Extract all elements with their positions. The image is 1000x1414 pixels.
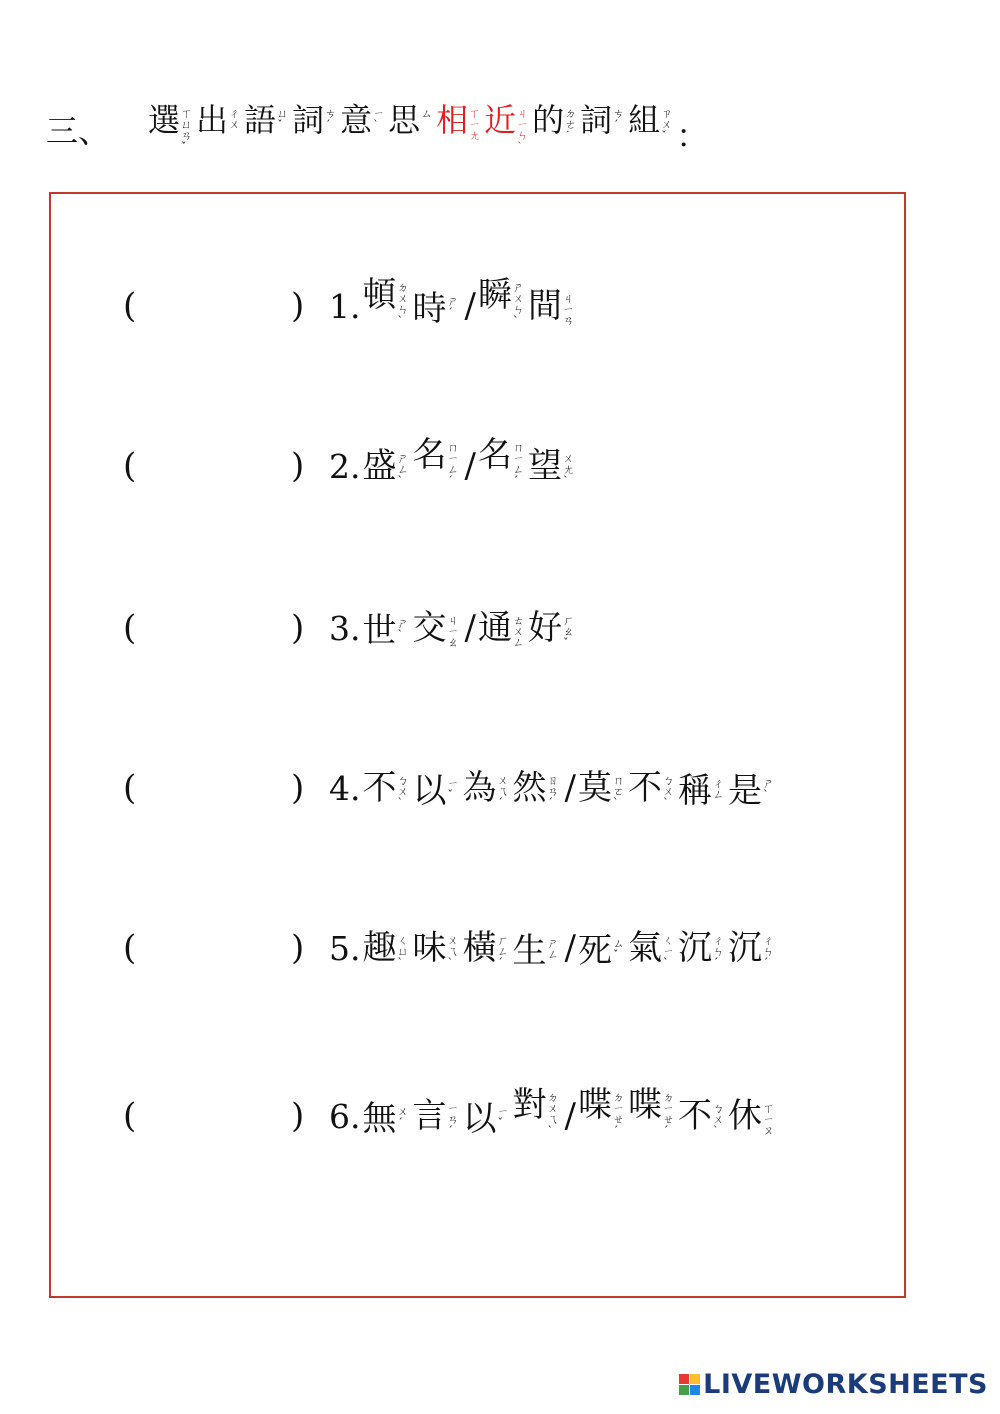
zhuyin: ㄕ ㄥ bbox=[547, 937, 559, 961]
hanzi: 世 bbox=[362, 611, 397, 651]
hanzi: 近 bbox=[484, 101, 517, 139]
question-row bbox=[123, 608, 578, 651]
question-number: 2. bbox=[329, 447, 361, 486]
title-colon: ： bbox=[676, 117, 709, 155]
word-b-char bbox=[727, 1096, 778, 1137]
hanzi: 出 bbox=[196, 101, 229, 139]
hanzi: 好 bbox=[527, 608, 562, 648]
question-number: 1. bbox=[329, 287, 361, 326]
zhuyin: ㄐ ㄧ ㄠ bbox=[447, 614, 459, 649]
zhuyin: ㄕ ㄨ ㄣ ˋ bbox=[512, 281, 524, 327]
zhuyin: ㄖ ㄢ ˊ bbox=[547, 774, 559, 809]
section-number: 三、 bbox=[46, 112, 111, 150]
hanzi: 頓 bbox=[362, 275, 397, 315]
slash-separator: / bbox=[564, 1096, 576, 1136]
zhuyin: ㄨ ㄟ ˋ bbox=[447, 934, 459, 969]
question-number: 4. bbox=[329, 769, 361, 808]
hanzi: 以 bbox=[462, 1099, 497, 1139]
title-text bbox=[148, 101, 676, 153]
question-row bbox=[123, 435, 578, 487]
title-char bbox=[148, 101, 196, 153]
hanzi: 通 bbox=[477, 608, 512, 648]
zhuyin: ㄨ ㄟ ˊ bbox=[497, 774, 509, 809]
slash-separator: / bbox=[564, 928, 576, 968]
word-a-char bbox=[412, 928, 463, 969]
title-char bbox=[580, 101, 628, 152]
zhuyin: ㄇ ㄛ ˋ bbox=[612, 774, 624, 809]
hanzi: 名 bbox=[412, 435, 447, 475]
hanzi: 休 bbox=[727, 1096, 762, 1136]
zhuyin: ㄊ ㄨ ㄥ bbox=[512, 614, 524, 649]
hanzi: 沉 bbox=[727, 928, 762, 968]
word-a-char bbox=[462, 768, 513, 809]
word-b-char bbox=[627, 1085, 678, 1137]
close-paren: ) bbox=[291, 768, 305, 808]
word-a-char bbox=[362, 275, 413, 327]
zhuyin: ㄕ ˋ bbox=[397, 617, 409, 641]
hanzi: 相 bbox=[436, 101, 469, 139]
zhuyin: ㄒ ㄧ ㄤ bbox=[469, 107, 481, 142]
hanzi: 沉 bbox=[677, 928, 712, 968]
question-row bbox=[123, 1085, 778, 1139]
hanzi: 橫 bbox=[462, 928, 497, 968]
hanzi: 然 bbox=[512, 768, 547, 808]
question-number: 6. bbox=[329, 1097, 361, 1136]
hanzi: 組 bbox=[628, 101, 661, 139]
hanzi: 為 bbox=[462, 768, 497, 808]
word-a-char bbox=[412, 771, 463, 811]
hanzi: 以 bbox=[412, 771, 447, 811]
zhuyin: ㄙ ˇ bbox=[612, 937, 624, 961]
title-char bbox=[628, 101, 676, 152]
title-char bbox=[292, 101, 340, 152]
open-paren: ( bbox=[123, 446, 137, 486]
zhuyin: ㄔ ㄥ bbox=[712, 777, 724, 801]
hanzi: 不 bbox=[627, 768, 662, 808]
hanzi: 詞 bbox=[292, 101, 325, 139]
logo-square bbox=[679, 1374, 689, 1384]
logo-square bbox=[690, 1385, 700, 1395]
zhuyin: ㄒ ㄧ ㄡ bbox=[762, 1102, 774, 1137]
close-paren: ) bbox=[291, 1096, 305, 1136]
question-box bbox=[49, 192, 906, 1298]
close-paren: ) bbox=[291, 446, 305, 486]
hanzi: 是 bbox=[727, 771, 762, 811]
liveworksheets-logo bbox=[679, 1369, 988, 1400]
hanzi: 趣 bbox=[362, 928, 397, 968]
question-number: 5. bbox=[329, 929, 361, 968]
question-row bbox=[123, 275, 578, 329]
zhuyin: ㄉ ㄨ ㄟ ˋ bbox=[547, 1091, 559, 1137]
word-a-char bbox=[362, 768, 413, 809]
word-b-char bbox=[627, 928, 678, 969]
word-b-char bbox=[727, 928, 778, 969]
word-b-char bbox=[577, 931, 628, 971]
word-a-char bbox=[512, 931, 563, 971]
close-paren: ) bbox=[291, 928, 305, 968]
zhuyin: ㄘ ˊ bbox=[613, 107, 625, 131]
zhuyin: ㄕ ㄥ ˋ bbox=[397, 452, 409, 487]
zhuyin: ㄕ ˊ bbox=[447, 295, 459, 319]
zhuyin: ㄧ ˇ bbox=[447, 777, 459, 801]
hanzi: 詞 bbox=[580, 101, 613, 139]
zhuyin: ㄐ ㄧ ㄣ ˋ bbox=[517, 107, 529, 153]
word-a-char bbox=[512, 768, 563, 809]
word-a-char bbox=[362, 446, 413, 487]
word-b-char bbox=[577, 1085, 628, 1137]
word-b-char bbox=[477, 608, 528, 649]
section-title bbox=[46, 101, 709, 155]
zhuyin: ㄙ bbox=[421, 107, 433, 120]
zhuyin: ㄅ ㄨ ˋ bbox=[397, 774, 409, 809]
title-char bbox=[436, 101, 484, 152]
open-paren: ( bbox=[123, 1096, 137, 1136]
zhuyin: ㄘ ˊ bbox=[325, 107, 337, 131]
slash-separator: / bbox=[464, 286, 476, 326]
hanzi: 瞬 bbox=[477, 275, 512, 315]
title-char bbox=[244, 101, 292, 152]
hanzi: 思 bbox=[388, 101, 421, 139]
word-a-char bbox=[412, 608, 463, 649]
zhuyin: ㄉ ㄨ ㄣ ˋ bbox=[397, 281, 409, 327]
hanzi: 對 bbox=[512, 1085, 547, 1125]
title-char bbox=[484, 101, 532, 153]
logo-square bbox=[679, 1385, 689, 1395]
hanzi: 無 bbox=[362, 1099, 397, 1139]
question-row bbox=[123, 768, 778, 811]
hanzi: 莫 bbox=[577, 768, 612, 808]
title-char bbox=[388, 101, 436, 152]
word-a-char bbox=[462, 1099, 513, 1139]
word-a-char bbox=[362, 1099, 413, 1139]
word-a-char bbox=[362, 611, 413, 651]
zhuyin: ㄇ ㄧ ㄥ ˊ bbox=[447, 441, 459, 487]
hanzi: 死 bbox=[577, 931, 612, 971]
word-a-char bbox=[462, 928, 513, 969]
open-paren: ( bbox=[123, 928, 137, 968]
zhuyin: ㄒ ㄩ ㄢ ˇ bbox=[181, 107, 193, 153]
title-char bbox=[532, 101, 580, 152]
word-b-char bbox=[677, 1096, 728, 1137]
zhuyin: ㄏ ㄥ ˊ bbox=[497, 934, 509, 969]
zhuyin: ㄩ ˇ bbox=[277, 107, 289, 131]
hanzi: 望 bbox=[527, 446, 562, 486]
logo-text: LIVEWORKSHEETS bbox=[703, 1369, 988, 1400]
zhuyin: ㄏ ㄠ ˇ bbox=[562, 614, 574, 649]
hanzi: 氣 bbox=[627, 928, 662, 968]
open-paren: ( bbox=[123, 286, 137, 326]
hanzi: 不 bbox=[677, 1096, 712, 1136]
word-a-char bbox=[512, 1085, 563, 1137]
word-b-char bbox=[677, 928, 728, 969]
zhuyin: ㄨ ㄤ ˋ bbox=[562, 452, 574, 487]
question-number: 3. bbox=[329, 609, 361, 648]
hanzi: 言 bbox=[412, 1096, 447, 1136]
word-a-char bbox=[412, 435, 463, 487]
zhuyin: ㄔ ㄨ bbox=[229, 107, 241, 131]
word-b-char bbox=[527, 446, 578, 487]
hanzi: 不 bbox=[362, 768, 397, 808]
zhuyin: ㄔ ㄣ ˊ bbox=[762, 934, 774, 969]
zhuyin: ㄅ ㄨ ˋ bbox=[662, 774, 674, 809]
word-b-char bbox=[627, 768, 678, 809]
zhuyin: ㄉ ㄜ ˙ bbox=[565, 107, 577, 142]
zhuyin: ㄑ ㄧ ˋ bbox=[662, 934, 674, 969]
zhuyin: ㄧ ˇ bbox=[497, 1105, 509, 1129]
hanzi: 間 bbox=[527, 286, 562, 326]
slash-separator: / bbox=[564, 768, 576, 808]
word-a-char bbox=[412, 289, 463, 329]
zhuyin: ㄨ ˊ bbox=[397, 1105, 409, 1129]
word-b-char bbox=[727, 771, 778, 811]
hanzi: 生 bbox=[512, 931, 547, 971]
zhuyin: ㄇ ㄧ ㄥ ˊ bbox=[512, 441, 524, 487]
hanzi: 選 bbox=[148, 101, 181, 139]
open-paren: ( bbox=[123, 608, 137, 648]
hanzi: 意 bbox=[340, 101, 373, 139]
zhuyin: ㄉ ㄧ ㄝ ˊ bbox=[612, 1091, 624, 1137]
hanzi: 時 bbox=[412, 289, 447, 329]
hanzi: 名 bbox=[477, 435, 512, 475]
zhuyin: ㄑ ㄩ ˋ bbox=[397, 934, 409, 969]
word-b-char bbox=[477, 275, 528, 327]
open-paren: ( bbox=[123, 768, 137, 808]
hanzi: 盛 bbox=[362, 446, 397, 486]
zhuyin: ㄅ ㄨ ˋ bbox=[712, 1102, 724, 1137]
hanzi: 喋 bbox=[627, 1085, 662, 1125]
logo-square bbox=[690, 1374, 700, 1384]
zhuyin: ㄧ ˋ bbox=[373, 107, 385, 131]
slash-separator: / bbox=[464, 446, 476, 486]
zhuyin: ㄉ ㄧ ㄝ ˊ bbox=[662, 1091, 674, 1137]
word-a-char bbox=[412, 1096, 463, 1137]
logo-mark-icon bbox=[679, 1374, 700, 1395]
hanzi: 語 bbox=[244, 101, 277, 139]
word-b-char bbox=[577, 768, 628, 809]
zhuyin: ㄔ ㄣ ˊ bbox=[712, 934, 724, 969]
word-b-char bbox=[527, 286, 578, 327]
close-paren: ) bbox=[291, 608, 305, 648]
word-b-char bbox=[527, 608, 578, 649]
title-char bbox=[196, 101, 244, 152]
word-b-char bbox=[477, 435, 528, 487]
word-b-char bbox=[677, 771, 728, 811]
zhuyin: ㄗ ㄨ ˇ bbox=[661, 107, 673, 142]
hanzi: 味 bbox=[412, 928, 447, 968]
hanzi: 稱 bbox=[677, 771, 712, 811]
hanzi: 喋 bbox=[577, 1085, 612, 1125]
close-paren: ) bbox=[291, 286, 305, 326]
question-row bbox=[123, 928, 778, 971]
zhuyin: ㄐ ㄧ ㄢ bbox=[562, 292, 574, 327]
word-a-char bbox=[362, 928, 413, 969]
slash-separator: / bbox=[464, 608, 476, 648]
title-char bbox=[340, 101, 388, 152]
hanzi: 交 bbox=[412, 608, 447, 648]
hanzi: 的 bbox=[532, 101, 565, 139]
zhuyin: ㄧ ㄢ ˊ bbox=[447, 1102, 459, 1137]
zhuyin: ㄕ ˋ bbox=[762, 777, 774, 801]
